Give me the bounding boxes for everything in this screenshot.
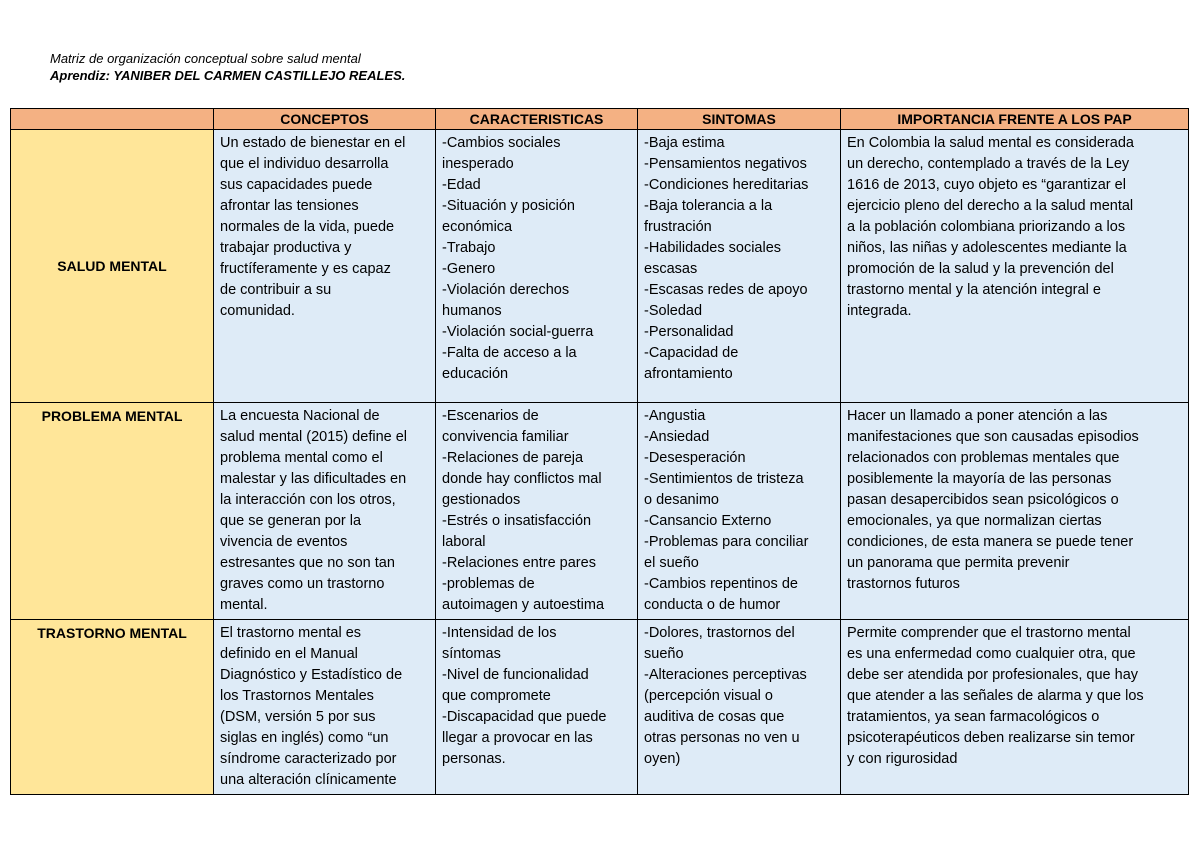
header-corner-cell (11, 109, 214, 130)
cell-text-line: síndrome caracterizado por (220, 751, 397, 767)
cell-text-line: -Situación y posición (442, 198, 575, 214)
cell-text-line: un derecho, contemplado a través de la Ley (847, 156, 1130, 172)
cell-text-line: autoimagen y autoestima (442, 597, 605, 613)
row-header-salud-mental: SALUD MENTAL (11, 130, 214, 403)
column-header-caracteristicas: CARACTERISTICAS (436, 109, 638, 130)
cell-text-line: El trastorno mental es (220, 625, 362, 641)
cell-text-line: -Trabajo (442, 240, 496, 256)
cell-text-line: -Desesperación (644, 450, 746, 466)
cell-text-line: -Condiciones hereditarias (644, 177, 809, 193)
cell-trastorno-mental-sintomas (638, 620, 841, 795)
cell-text-line: económica (442, 219, 513, 235)
cell-text-line: oyen) (644, 751, 681, 767)
cell-salud-mental-importancia (841, 130, 1189, 403)
cell-text-line: afrontamiento (644, 366, 733, 382)
row-header-problema-mental: PROBLEMA MENTAL (11, 403, 214, 620)
cell-text-line: (percepción visual o (644, 688, 773, 704)
cell-text-line: psicoterapéuticos deben realizarse sin temor (847, 730, 1135, 746)
cell-text-line: conducta o de humor (644, 597, 781, 613)
cell-text-line: escasas (644, 261, 698, 277)
cell-problema-mental-importancia (841, 403, 1189, 620)
column-header-importancia: IMPORTANCIA FRENTE A LOS PAP (841, 109, 1189, 130)
cell-text-line: 1616 de 2013, cuyo objeto es “garantizar el (847, 177, 1126, 193)
cell-text-line: que se generan por la (220, 513, 362, 529)
cell-text-line: (DSM, versión 5 por sus (220, 709, 376, 725)
cell-text-line: -Discapacidad que puede (442, 709, 607, 725)
cell-text-line: estresantes que no son tan (220, 555, 395, 571)
cell-text-line: ejercicio pleno del derecho a la salud mental (847, 198, 1134, 214)
cell-text-line: salud mental (2015) define el (220, 429, 408, 445)
cell-text-line: -Capacidad de (644, 345, 739, 361)
cell-text-line: relacionados con problemas mentales que (847, 450, 1120, 466)
cell-text-line: -Problemas para conciliar (644, 534, 809, 550)
cell-text-line: manifestaciones que son causadas episodios (847, 429, 1139, 445)
cell-text-line: de contribuir a su (220, 282, 332, 298)
cell-text-line: sueño (644, 646, 684, 662)
cell-text-line: inesperado (442, 156, 514, 172)
cell-text-line: donde hay conflictos mal (442, 471, 602, 487)
cell-text-line: Diagnóstico y Estadístico de (220, 667, 403, 683)
cell-text-line: -Cambios repentinos de (644, 576, 798, 592)
cell-text-line: -Escasas redes de apoyo (644, 282, 808, 298)
cell-text-line: comunidad. (220, 303, 295, 319)
cell-text-line: -Sentimientos de tristeza (644, 471, 804, 487)
cell-text-line: y con rigurosidad (847, 751, 958, 767)
document-header (50, 50, 405, 84)
cell-text-line: frustración (644, 219, 712, 235)
cell-text-line: vivencia de eventos (220, 534, 348, 550)
cell-text-line: -Pensamientos negativos (644, 156, 807, 172)
cell-text-line: -Dolores, trastornos del (644, 625, 795, 641)
cell-text-line: En Colombia la salud mental es considerada (847, 135, 1134, 151)
table-header-row (11, 109, 1189, 130)
cell-text-line: debe ser atendida por profesionales, que hay (847, 667, 1139, 683)
cell-text-line: trastorno mental y la atención integral e (847, 282, 1101, 298)
cell-text-line: personas. (442, 751, 506, 767)
cell-text-line: -Alteraciones perceptivas (644, 667, 807, 683)
cell-text-line: que atender a las señales de alarma y que los (847, 688, 1144, 704)
cell-text-line: problema mental como el (220, 450, 383, 466)
cell-trastorno-mental-caracteristicas (436, 620, 638, 795)
cell-text-line: trabajar productiva y (220, 240, 352, 256)
cell-text-line: un panorama que permita prevenir (847, 555, 1070, 571)
cell-text-line: que compromete (442, 688, 551, 704)
table-row-trastorno-mental (11, 620, 1189, 795)
cell-text-line: afrontar las tensiones (220, 198, 359, 214)
cell-text-line: emocionales, ya que normalizan ciertas (847, 513, 1102, 529)
cell-text-line: es una enfermedad como cualquier otra, que (847, 646, 1136, 662)
cell-text-line: mental. (220, 597, 268, 613)
cell-text-line: a la población colombiana priorizando a los (847, 219, 1126, 235)
cell-text-line: promoción de la salud y la prevención del (847, 261, 1114, 277)
cell-text-line: -Genero (442, 261, 496, 277)
cell-text-line: gestionados (442, 492, 521, 508)
table-row-problema-mental (11, 403, 1189, 620)
cell-text-line: -Cansancio Externo (644, 513, 772, 529)
cell-text-line: Hacer un llamado a poner atención a las (847, 408, 1108, 424)
cell-text-line: siglas en inglés) como “un (220, 730, 389, 746)
column-header-conceptos: CONCEPTOS (214, 109, 436, 130)
table-row-salud-mental (11, 130, 1189, 403)
cell-text-line: -Estrés o insatisfacción (442, 513, 592, 529)
cell-text-line: -Intensidad de los (442, 625, 557, 641)
cell-problema-mental-caracteristicas (436, 403, 638, 620)
cell-text-line: malestar y las dificultades en (220, 471, 407, 487)
cell-trastorno-mental-importancia (841, 620, 1189, 795)
cell-text-line: humanos (442, 303, 502, 319)
cell-text-line: tratamientos, ya sean farmacológicos o (847, 709, 1100, 725)
cell-text-line: -Falta de acceso a la (442, 345, 577, 361)
cell-problema-mental-sintomas (638, 403, 841, 620)
cell-text-line: -Baja tolerancia a la (644, 198, 773, 214)
cell-text-line: integrada. (847, 303, 912, 319)
cell-text-line: que el individuo desarrolla (220, 156, 389, 172)
cell-text-line: -Edad (442, 177, 481, 193)
cell-text-line: sus capacidades puede (220, 177, 373, 193)
cell-text-line: -Escenarios de (442, 408, 539, 424)
cell-text-line: -Relaciones de pareja (442, 450, 584, 466)
cell-text-line: una alteración clínicamente (220, 772, 397, 788)
cell-salud-mental-conceptos (214, 130, 436, 403)
cell-text-line: -Baja estima (644, 135, 725, 151)
cell-text-line: Un estado de bienestar en el (220, 135, 406, 151)
cell-text-line: o desanimo (644, 492, 719, 508)
cell-text-line: La encuesta Nacional de (220, 408, 380, 424)
cell-text-line: auditiva de cosas que (644, 709, 785, 725)
cell-text-line: -Relaciones entre pares (442, 555, 596, 571)
cell-text-line: -Ansiedad (644, 429, 710, 445)
cell-text-line: trastornos futuros (847, 576, 960, 592)
document-title: Matriz de organización conceptual sobre salud mental (50, 51, 361, 66)
cell-text-line: -Violación social-guerra (442, 324, 594, 340)
cell-text-line: Permite comprender que el trastorno mental (847, 625, 1131, 641)
cell-text-line: llegar a provocar en las (442, 730, 593, 746)
cell-text-line: convivencia familiar (442, 429, 569, 445)
cell-text-line: normales de la vida, puede (220, 219, 395, 235)
column-header-sintomas: SINTOMAS (638, 109, 841, 130)
cell-text-line: -Violación derechos (442, 282, 570, 298)
cell-text-line: -problemas de (442, 576, 535, 592)
cell-text-line: el sueño (644, 555, 699, 571)
cell-text-line: -Angustia (644, 408, 706, 424)
cell-text-line: -Soledad (644, 303, 703, 319)
cell-salud-mental-caracteristicas (436, 130, 638, 403)
cell-text-line: los Trastornos Mentales (220, 688, 374, 704)
cell-text-line: condiciones, de esta manera se puede tener (847, 534, 1134, 550)
cell-text-line: niños, las niñas y adolescentes mediante la (847, 240, 1127, 256)
concept-matrix-table (10, 108, 1189, 795)
cell-problema-mental-conceptos (214, 403, 436, 620)
cell-text-line: -Personalidad (644, 324, 734, 340)
cell-text-line: -Nivel de funcionalidad (442, 667, 589, 683)
cell-trastorno-mental-conceptos (214, 620, 436, 795)
cell-text-line: graves como un trastorno (220, 576, 385, 592)
cell-text-line: educación (442, 366, 509, 382)
row-header-trastorno-mental: TRASTORNO MENTAL (11, 620, 214, 795)
cell-text-line: otras personas no ven u (644, 730, 800, 746)
cell-text-line: -Cambios sociales (442, 135, 561, 151)
cell-text-line: síntomas (442, 646, 501, 662)
cell-text-line: posiblemente la mayoría de las personas (847, 471, 1112, 487)
cell-text-line: -Habilidades sociales (644, 240, 782, 256)
document-author: Aprendiz: YANIBER DEL CARMEN CASTILLEJO REALES. (50, 68, 406, 83)
cell-text-line: laboral (442, 534, 486, 550)
cell-salud-mental-sintomas (638, 130, 841, 403)
cell-text-line: la interacción con los otros, (220, 492, 396, 508)
cell-text-line: definido en el Manual (220, 646, 358, 662)
cell-text-line: pasan desapercibidos sean psicológicos o (847, 492, 1119, 508)
cell-text-line: fructíferamente y es capaz (220, 261, 391, 277)
